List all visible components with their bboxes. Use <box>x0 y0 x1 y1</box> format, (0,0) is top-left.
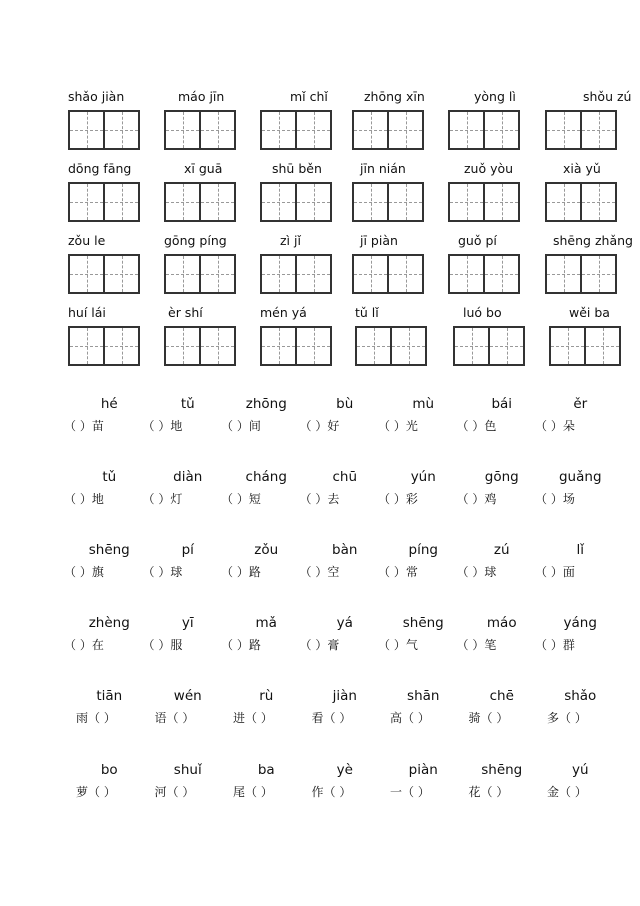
pinyin-prompt: zhōng <box>245 396 287 412</box>
fill-blank[interactable]: （ ）光 <box>378 419 418 433</box>
pinyin-prompt: bù <box>336 396 354 412</box>
box-cell <box>68 304 148 374</box>
pinyin-prompt: cháng <box>245 469 287 485</box>
pinyin-label: shū běn <box>272 161 322 176</box>
box-row-4 <box>0 304 640 374</box>
box-cell <box>549 304 629 374</box>
pinyin-prompt: shuǐ <box>173 762 202 778</box>
fill-blank[interactable]: 萝（ ） <box>76 785 116 799</box>
writing-boxes[interactable] <box>453 326 525 366</box>
fill-blank[interactable]: （ ）间 <box>221 419 261 433</box>
fill-row-3 <box>64 540 620 586</box>
fill-blank[interactable]: 雨（ ） <box>76 711 116 725</box>
writing-boxes[interactable] <box>164 326 236 366</box>
box-cell <box>448 88 528 158</box>
pinyin-prompt: wén <box>173 688 202 704</box>
pinyin-label: mǐ chǐ <box>290 89 328 104</box>
fill-blank[interactable]: （ ）旗 <box>64 565 104 579</box>
box-cell <box>355 304 435 374</box>
pinyin-prompt: mǎ <box>255 615 277 631</box>
box-cell <box>545 160 625 230</box>
fill-blank[interactable]: （ ）球 <box>142 565 183 579</box>
pinyin-label: jī piàn <box>360 233 398 248</box>
fill-blank[interactable]: （ ）朵 <box>535 419 575 433</box>
pinyin-prompt: bái <box>491 396 513 412</box>
box-row-3 <box>0 232 640 302</box>
writing-boxes[interactable] <box>260 326 332 366</box>
writing-boxes[interactable] <box>545 110 617 150</box>
writing-boxes[interactable] <box>68 254 140 294</box>
writing-boxes[interactable] <box>448 254 520 294</box>
box-cell <box>68 232 148 302</box>
pinyin-prompt: diàn <box>173 469 203 485</box>
fill-blank[interactable]: （ ）好 <box>299 419 340 433</box>
pinyin-prompt: máo <box>486 615 517 631</box>
box-cell <box>545 232 633 302</box>
pinyin-prompt: ba <box>257 762 275 778</box>
writing-boxes[interactable] <box>164 254 236 294</box>
fill-blank[interactable]: 尾（ ） <box>233 785 273 799</box>
fill-blank[interactable]: （ ）场 <box>535 492 575 506</box>
pinyin-label: xià yǔ <box>563 161 601 176</box>
box-cell <box>448 232 528 302</box>
pinyin-prompt: yè <box>336 762 353 778</box>
pinyin-prompt: shǎo <box>564 688 597 704</box>
fill-blank[interactable]: 高（ ） <box>390 711 430 725</box>
pinyin-prompt: zú <box>493 542 510 558</box>
writing-boxes[interactable] <box>545 254 617 294</box>
pinyin-prompt: jiàn <box>332 688 357 704</box>
pinyin-prompt: mù <box>412 396 435 412</box>
pinyin-label: gōng píng <box>164 233 227 248</box>
pinyin-prompt: guǎng <box>558 469 602 485</box>
fill-blank[interactable]: （ ）服 <box>142 638 183 652</box>
pinyin-label: zì jǐ <box>280 233 301 248</box>
pinyin-prompt: chū <box>332 469 358 485</box>
fill-blank[interactable]: （ ）去 <box>299 492 340 506</box>
fill-blank[interactable]: （ ）路 <box>221 638 261 652</box>
pinyin-prompt: lǐ <box>576 542 584 558</box>
writing-boxes[interactable] <box>448 182 520 222</box>
pinyin-prompt: chē <box>489 688 514 704</box>
fill-blank[interactable]: 语（ ） <box>154 711 195 725</box>
writing-boxes[interactable] <box>260 110 332 150</box>
box-cell <box>352 88 432 158</box>
fill-blank[interactable]: 多（ ） <box>547 711 587 725</box>
pinyin-label: yòng lì <box>474 89 516 104</box>
pinyin-prompt: hé <box>100 396 118 412</box>
fill-blank[interactable]: （ ）鸡 <box>456 492 497 506</box>
fill-blank[interactable]: 金（ ） <box>547 785 587 799</box>
pinyin-label: máo jīn <box>178 89 225 104</box>
writing-boxes[interactable] <box>260 254 332 294</box>
fill-blank[interactable]: （ ）常 <box>378 565 418 579</box>
pinyin-label: wěi ba <box>569 305 610 320</box>
pinyin-prompt: rù <box>259 688 274 704</box>
box-cell <box>68 88 148 158</box>
box-cell <box>352 232 432 302</box>
pinyin-prompt: yī <box>181 615 194 631</box>
pinyin-label: zǒu le <box>68 233 106 248</box>
pinyin-prompt: píng <box>408 542 438 558</box>
pinyin-label: luó bo <box>463 305 502 320</box>
fill-blank[interactable]: （ ）地 <box>64 492 104 506</box>
pinyin-label: xī guā <box>184 161 223 176</box>
box-cell <box>260 160 340 230</box>
pinyin-label: dōng fāng <box>68 161 132 176</box>
writing-boxes[interactable] <box>260 182 332 222</box>
fill-blank[interactable]: （ ）空 <box>299 565 340 579</box>
fill-blank[interactable]: （ ）色 <box>456 419 497 433</box>
writing-boxes[interactable] <box>164 110 236 150</box>
pinyin-label: jīn nián <box>360 161 406 176</box>
pinyin-prompt: ěr <box>573 396 588 412</box>
writing-boxes[interactable] <box>68 110 140 150</box>
pinyin-prompt: yáng <box>563 615 597 631</box>
pinyin-prompt: shēng <box>88 542 130 558</box>
pinyin-prompt: pí <box>181 542 194 558</box>
pinyin-label: guǒ pí <box>458 233 497 248</box>
fill-row-1 <box>64 394 620 440</box>
pinyin-label: zuǒ yòu <box>464 161 514 176</box>
box-cell <box>448 160 528 230</box>
box-cell <box>164 232 244 302</box>
box-cell <box>260 232 340 302</box>
box-cell <box>164 304 244 374</box>
fill-blank[interactable]: （ ）面 <box>535 565 575 579</box>
fill-blank[interactable]: （ ）在 <box>64 638 104 652</box>
pinyin-label: huí lái <box>68 305 106 320</box>
pinyin-label: shēng zhǎng <box>553 233 633 248</box>
box-row-2 <box>0 160 640 230</box>
writing-boxes[interactable] <box>68 326 140 366</box>
pinyin-prompt: shān <box>407 688 440 704</box>
fill-row-5 <box>70 686 620 732</box>
pinyin-prompt: yún <box>410 469 436 485</box>
writing-boxes[interactable] <box>549 326 621 366</box>
pinyin-prompt: zǒu <box>254 542 279 558</box>
fill-blank[interactable]: 一（ ） <box>390 785 430 799</box>
fill-blank[interactable]: （ ）气 <box>378 638 418 652</box>
fill-blank[interactable]: （ ）路 <box>221 565 261 579</box>
pinyin-prompt: tiān <box>96 688 123 704</box>
writing-boxes[interactable] <box>355 326 427 366</box>
box-cell <box>545 88 632 158</box>
box-cell <box>164 160 244 230</box>
pinyin-prompt: piàn <box>408 762 438 778</box>
fill-blank[interactable]: （ ）地 <box>142 419 183 433</box>
pinyin-prompt: yú <box>571 762 589 778</box>
fill-blank[interactable]: （ ）灯 <box>142 492 183 506</box>
fill-blank[interactable]: 花（ ） <box>468 785 509 799</box>
fill-row-6 <box>70 760 620 806</box>
fill-blank[interactable]: （ ）膏 <box>299 638 340 652</box>
pinyin-label: èr shí <box>168 305 203 320</box>
pinyin-prompt: tǔ <box>180 396 195 412</box>
fill-blank[interactable]: 河（ ） <box>154 785 195 799</box>
fill-blank[interactable]: （ ）笔 <box>456 638 497 652</box>
writing-boxes[interactable] <box>352 254 424 294</box>
fill-blank[interactable]: （ ）群 <box>535 638 575 652</box>
box-cell <box>453 304 533 374</box>
pinyin-prompt: bàn <box>332 542 358 558</box>
box-cell <box>260 88 340 158</box>
pinyin-prompt: bo <box>100 762 118 778</box>
fill-blank[interactable]: （ ）球 <box>456 565 497 579</box>
pinyin-prompt: shēng <box>402 615 444 631</box>
writing-boxes[interactable] <box>545 182 617 222</box>
fill-row-2 <box>64 467 620 513</box>
box-cell <box>352 160 432 230</box>
box-cell <box>68 160 148 230</box>
fill-blank[interactable]: （ ）短 <box>221 492 261 506</box>
fill-blank[interactable]: （ ）苗 <box>64 419 104 433</box>
pinyin-label: zhōng xīn <box>364 89 425 104</box>
pinyin-prompt: yá <box>336 615 353 631</box>
writing-boxes[interactable] <box>68 182 140 222</box>
fill-blank[interactable]: （ ）彩 <box>378 492 418 506</box>
pinyin-prompt: zhèng <box>88 615 130 631</box>
pinyin-prompt: tǔ <box>102 469 117 485</box>
pinyin-label: shǎo jiàn <box>68 89 125 104</box>
fill-blank[interactable]: 看（ ） <box>311 711 352 725</box>
pinyin-label: tǔ lǐ <box>355 305 379 320</box>
pinyin-prompt: gōng <box>484 469 519 485</box>
box-cell <box>164 88 244 158</box>
pinyin-prompt: shēng <box>481 762 523 778</box>
writing-boxes[interactable] <box>164 182 236 222</box>
fill-blank[interactable]: 骑（ ） <box>468 711 509 725</box>
pinyin-label: shǒu zú <box>583 89 632 104</box>
fill-row-4 <box>64 613 620 659</box>
writing-boxes[interactable] <box>352 182 424 222</box>
writing-boxes[interactable] <box>352 110 424 150</box>
fill-blank[interactable]: 进（ ） <box>233 711 273 725</box>
fill-blank[interactable]: 作（ ） <box>311 785 352 799</box>
writing-boxes[interactable] <box>448 110 520 150</box>
box-cell <box>260 304 340 374</box>
box-row-1 <box>0 88 640 158</box>
pinyin-label: mén yá <box>260 305 307 320</box>
